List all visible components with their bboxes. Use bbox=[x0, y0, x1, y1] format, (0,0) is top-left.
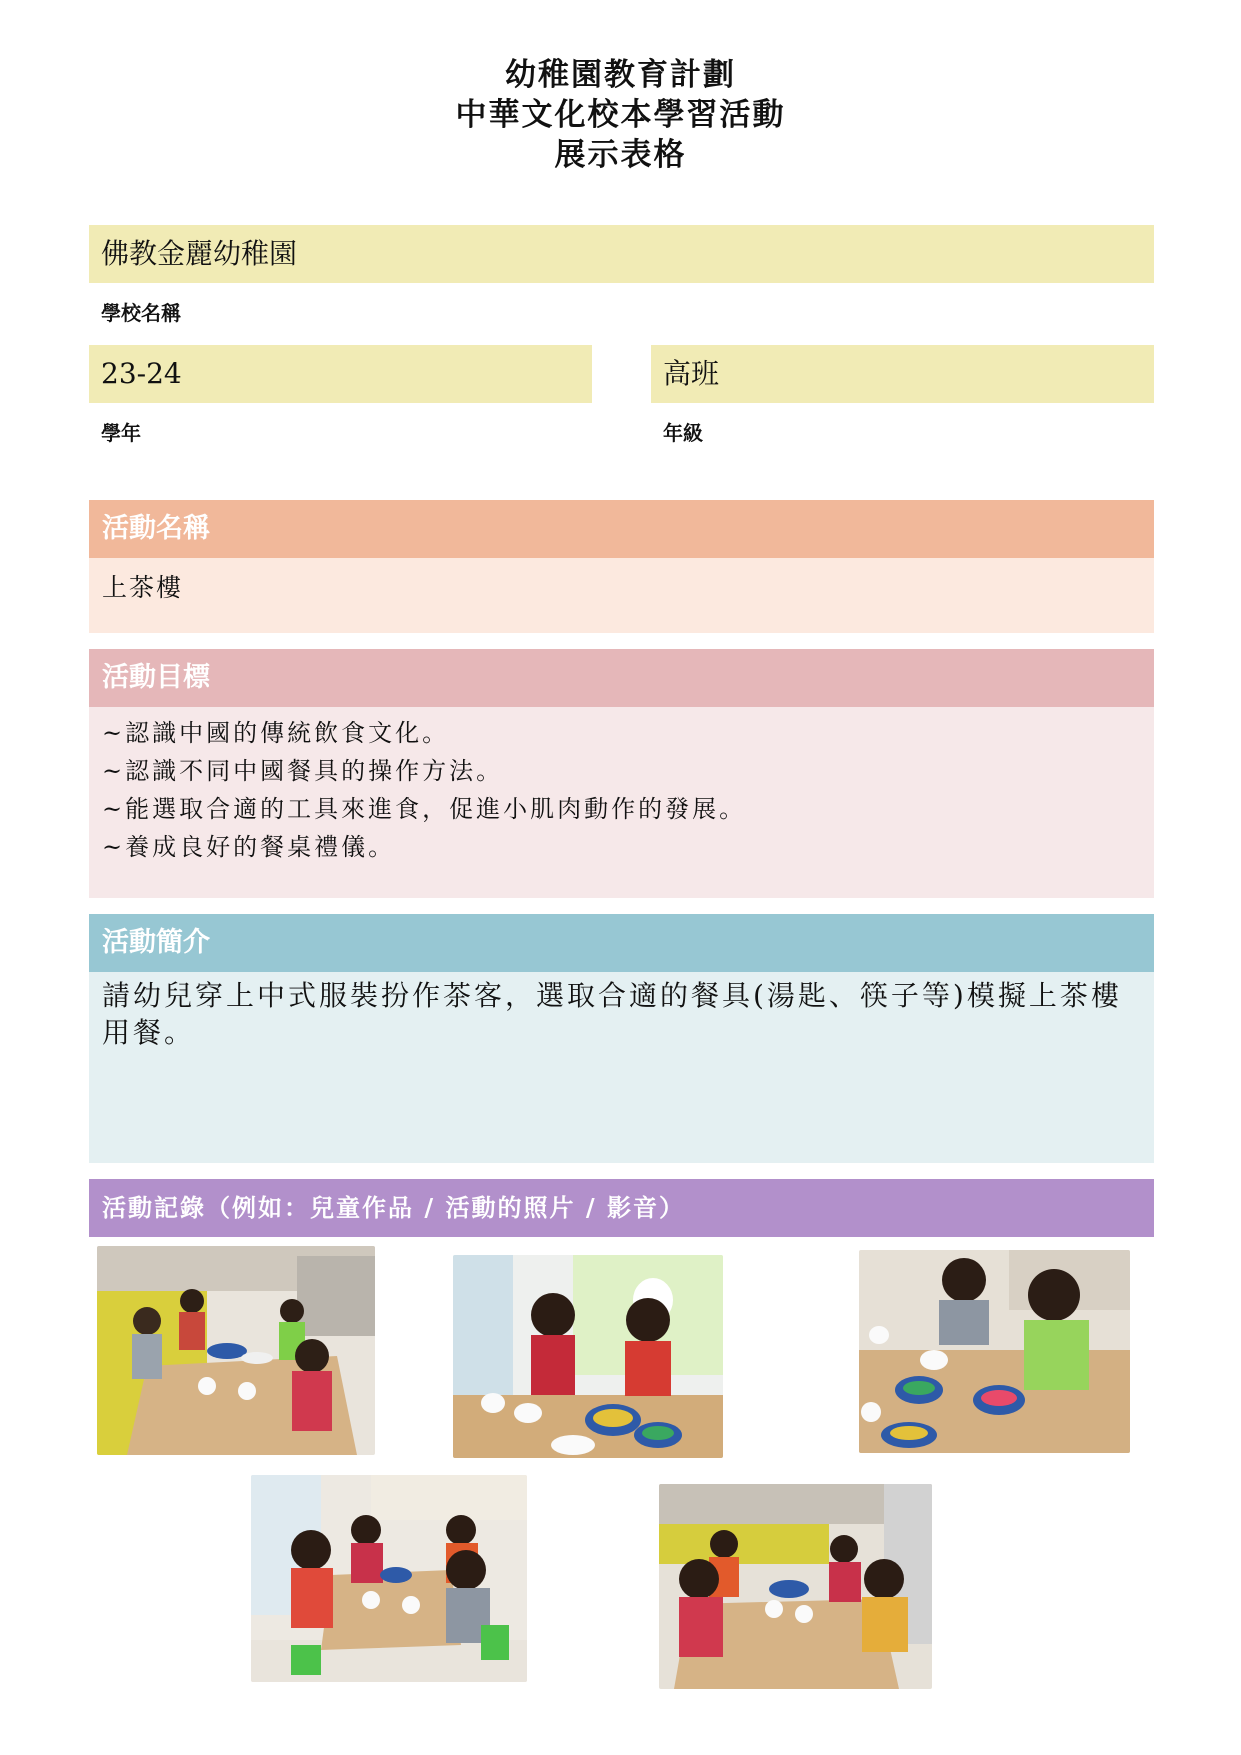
intro-header: 活動簡介 bbox=[89, 914, 1154, 972]
grade-field[interactable]: 高班 bbox=[651, 345, 1154, 403]
intro-body[interactable]: 請幼兒穿上中式服裝扮作茶客，選取合適的餐具(湯匙、筷子等)模擬上茶樓用餐。 bbox=[89, 972, 1154, 1163]
doc-title-line-2: 中華文化校本學習活動 bbox=[455, 97, 786, 133]
activity-name-header: 活動名稱 bbox=[89, 500, 1154, 558]
activity-photo-5[interactable] bbox=[659, 1484, 932, 1689]
school-year-label: 學年 bbox=[101, 421, 141, 445]
activity-photo-3[interactable] bbox=[859, 1250, 1130, 1453]
school-name-label: 學校名稱 bbox=[101, 301, 181, 325]
school-name-field[interactable]: 佛教金麗幼稚園 bbox=[89, 225, 1154, 283]
records-header: 活動記錄（例如：兒童作品 / 活動的照片 / 影音） bbox=[89, 1179, 1154, 1237]
activity-photo-4[interactable] bbox=[251, 1475, 527, 1682]
objectives-header: 活動目標 bbox=[89, 649, 1154, 707]
doc-title-line-1: 幼稚園教育計劃 bbox=[505, 57, 736, 93]
grade-label: 年級 bbox=[663, 421, 703, 445]
objective-item: ~能選取合適的工具來進食，促進小肌肉動作的發展。 bbox=[102, 795, 747, 823]
objective-item: ~認識中國的傳統飲食文化。 bbox=[102, 719, 450, 747]
school-year-field[interactable]: 23-24 bbox=[89, 345, 592, 403]
activity-photo-2[interactable] bbox=[453, 1255, 723, 1458]
activity-photo-1[interactable] bbox=[97, 1246, 375, 1455]
objective-item: ~養成良好的餐桌禮儀。 bbox=[102, 833, 396, 861]
objective-item: ~認識不同中國餐具的操作方法。 bbox=[102, 757, 504, 785]
objectives-body[interactable] bbox=[89, 707, 1154, 898]
activity-name-value[interactable]: 上茶樓 bbox=[89, 558, 1154, 633]
doc-title-line-3: 展示表格 bbox=[554, 137, 687, 173]
